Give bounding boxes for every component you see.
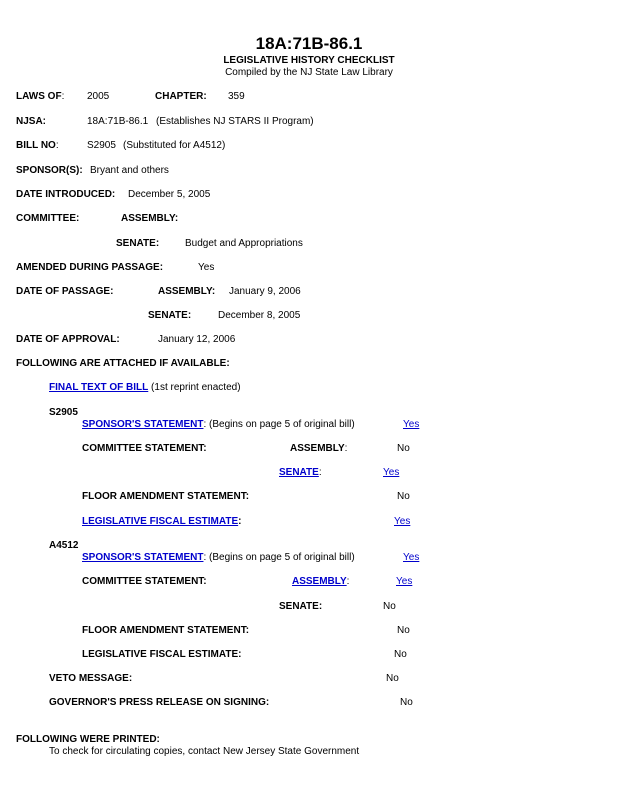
passage-assembly-value: January 9, 2006: [229, 286, 301, 297]
committee-label: COMMITTEE:: [16, 213, 80, 224]
a4512-assembly-row: [292, 576, 349, 588]
sponsors-value: Bryant and others: [90, 165, 169, 176]
final-text-note: (1st reprint enacted): [151, 382, 241, 393]
printed-note: To check for circulating copies, contact New Jersey State Government: [49, 746, 360, 757]
a4512-senate-label: SENATE:: [279, 601, 323, 612]
a4512-sponsor-statement-link[interactable]: SPONSOR'S STATEMENT: [82, 552, 204, 563]
s2905-sponsor-statement-yes-link[interactable]: Yes: [403, 419, 420, 430]
attached-heading: FOLLOWING ARE ATTACHED IF AVAILABLE:: [16, 358, 230, 369]
sponsors-label: SPONSOR(S):: [16, 165, 83, 176]
press-release-label: GOVERNOR'S PRESS RELEASE ON SIGNING:: [49, 697, 270, 708]
s2905-fiscal-estimate-yes-link[interactable]: Yes: [394, 516, 411, 527]
s2905-assembly-value: No: [397, 443, 410, 454]
s2905-fiscal-estimate-link[interactable]: LEGISLATIVE FISCAL ESTIMATE: [82, 516, 239, 527]
a4512-committee-statement-label: COMMITTEE STATEMENT:: [82, 576, 207, 587]
s2905-floor-amendment-value: No: [397, 491, 410, 502]
s2905-senate-link[interactable]: SENATE: [279, 467, 319, 478]
passage-senate-value: December 8, 2005: [218, 310, 301, 321]
s2905-assembly-label: ASSEMBLY: [290, 443, 345, 454]
a4512-senate-value: No: [383, 601, 396, 612]
veto-message-label: VETO MESSAGE:: [49, 673, 133, 684]
bill-no-value: S2905: [87, 140, 116, 151]
njsa-note: (Establishes NJ STARS II Program): [156, 116, 314, 127]
s2905-senate-row: [279, 467, 322, 479]
s2905-fiscal-estimate-colon: :: [238, 516, 242, 527]
page-title: 18A:71B-86.1: [255, 34, 363, 53]
date-introduced-label: DATE INTRODUCED:: [16, 189, 116, 200]
final-text-link[interactable]: FINAL TEXT OF BILL: [49, 382, 149, 393]
passage-assembly-label: ASSEMBLY:: [158, 286, 216, 297]
final-text-row: [49, 382, 241, 394]
compiled-by: Compiled by the NJ State Law Library: [225, 67, 393, 78]
s2905-sponsor-statement-link[interactable]: SPONSOR'S STATEMENT: [82, 419, 204, 430]
amended-label: AMENDED DURING PASSAGE:: [16, 262, 164, 273]
date-of-approval-label: DATE OF APPROVAL:: [16, 334, 120, 345]
a4512-sponsor-statement-row: [82, 552, 355, 564]
printed-heading: FOLLOWING WERE PRINTED:: [16, 734, 160, 745]
s2905-floor-amendment-label: FLOOR AMENDMENT STATEMENT:: [82, 491, 250, 502]
committee-senate-value: Budget and Appropriations: [185, 238, 303, 249]
s2905-committee-statement-label: COMMITTEE STATEMENT:: [82, 443, 207, 454]
s2905-senate-yes-link[interactable]: Yes: [383, 467, 400, 478]
a4512-sponsor-statement-note: : (Begins on page 5 of original bill): [203, 552, 355, 563]
s2905-sponsor-statement-note: : (Begins on page 5 of original bill): [203, 419, 355, 430]
date-of-passage-label: DATE OF PASSAGE:: [16, 286, 114, 297]
laws-of-value: 2005: [87, 91, 110, 102]
passage-senate-label: SENATE:: [148, 310, 192, 321]
bill-no-label: BILL NO: [16, 140, 56, 151]
date-introduced-value: December 5, 2005: [128, 189, 211, 200]
a4512-fiscal-estimate-value: No: [394, 649, 407, 660]
date-of-approval-value: January 12, 2006: [158, 334, 236, 345]
njsa-label: NJSA:: [16, 116, 47, 127]
chapter-value: 359: [228, 91, 245, 102]
s2905-sponsor-statement-row: [82, 419, 355, 431]
bill-no-row: [16, 140, 59, 152]
a4512-floor-amendment-label: FLOOR AMENDMENT STATEMENT:: [82, 625, 250, 636]
a4512-fiscal-estimate-label: LEGISLATIVE FISCAL ESTIMATE:: [82, 649, 242, 660]
njsa-value: 18A:71B-86.1: [87, 116, 149, 127]
committee-assembly-label: ASSEMBLY:: [121, 213, 179, 224]
s2905-fiscal-estimate-row: [82, 516, 241, 528]
veto-message-value: No: [386, 673, 399, 684]
a4512-assembly-link[interactable]: ASSEMBLY: [292, 576, 347, 587]
a4512-sponsor-statement-yes-link[interactable]: Yes: [403, 552, 420, 563]
s2905-assembly-row: [290, 443, 347, 455]
laws-of-colon: :: [61, 91, 65, 102]
checklist-subtitle: LEGISLATIVE HISTORY CHECKLIST: [223, 55, 395, 66]
a4512-label: A4512: [49, 540, 79, 551]
a4512-assembly-yes-link[interactable]: Yes: [396, 576, 413, 587]
committee-senate-label: SENATE:: [116, 238, 160, 249]
a4512-assembly-colon: :: [346, 576, 350, 587]
chapter-label: CHAPTER:: [155, 91, 207, 102]
s2905-label: S2905: [49, 407, 78, 418]
amended-value: Yes: [198, 262, 215, 273]
laws-of-label: LAWS OF: [16, 91, 62, 102]
s2905-assembly-colon: :: [344, 443, 348, 454]
laws-of-row: [16, 91, 64, 103]
a4512-floor-amendment-value: No: [397, 625, 410, 636]
bill-no-note: (Substituted for A4512): [123, 140, 226, 151]
press-release-value: No: [400, 697, 413, 708]
bill-no-colon: :: [55, 140, 59, 151]
s2905-senate-colon: :: [318, 467, 322, 478]
